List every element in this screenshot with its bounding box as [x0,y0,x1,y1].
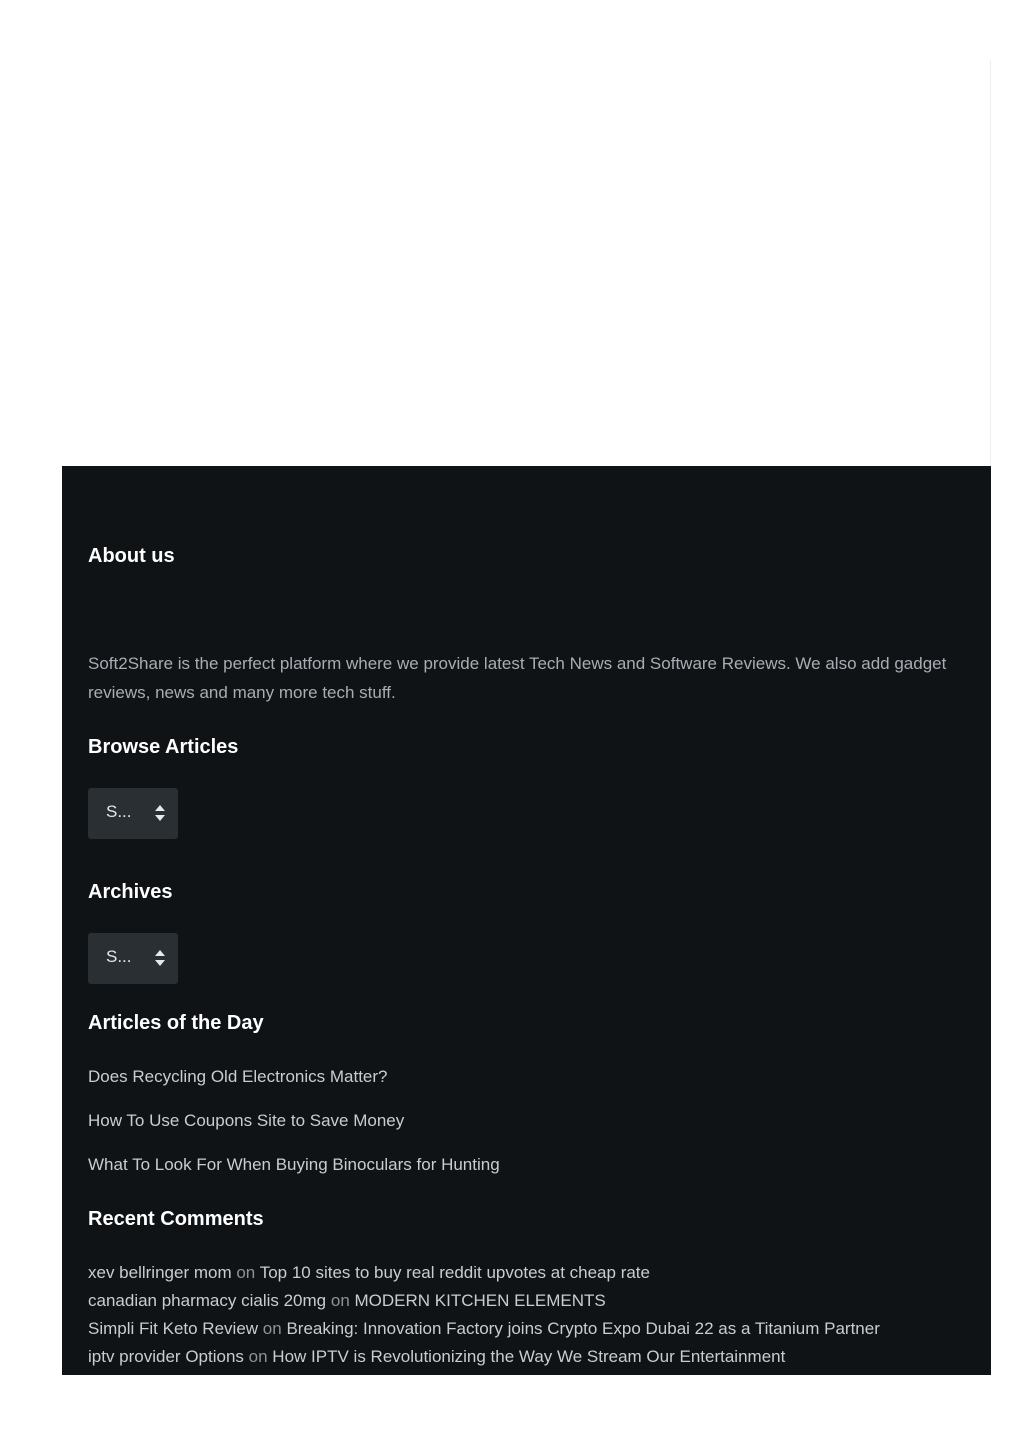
browse-articles-title: Browse Articles [88,736,239,758]
blank-content-area [0,0,1024,466]
divider [990,60,991,466]
comment-post-link[interactable]: Top 10 sites to buy real reddit upvotes at cheap rate [259,1263,650,1282]
comment-author-link[interactable]: canadian pharmacy cialis 20mg [88,1291,327,1310]
comment-on-word: on [330,1291,350,1310]
sort-arrows-icon [154,949,166,967]
recent-comment [88,1291,606,1311]
comment-on-word: on [262,1319,282,1338]
recent-comment [88,1347,785,1367]
about-us-text: Soft2Share is the perfect platform where we provide latest Tech News and Software Reviews. We also add gadget reviews, news and many more tech stuff. [88,654,947,702]
browse-articles-select-value: S... [106,802,132,821]
comment-on-word: on [236,1263,256,1282]
recent-comment [88,1263,650,1283]
archives-select[interactable] [88,933,178,984]
comment-post-link[interactable]: MODERN KITCHEN ELEMENTS [354,1291,606,1310]
article-link[interactable]: Does Recycling Old Electronics Matter? [88,1067,388,1086]
comment-post-link[interactable]: Breaking: Innovation Factory joins Crypto Expo Dubai 22 as a Titanium Partner [286,1319,880,1338]
article-link[interactable]: How To Use Coupons Site to Save Money [88,1111,405,1130]
archives-select-value: S... [106,947,132,966]
recent-comment [88,1319,880,1339]
comment-on-word: on [248,1347,268,1366]
browse-articles-select[interactable] [88,788,178,839]
about-us-title: About us [88,545,175,567]
comment-author-link[interactable]: xev bellringer mom [88,1263,232,1282]
comment-post-link[interactable]: How IPTV is Revolutionizing the Way We Stream Our Entertainment [272,1347,786,1366]
archives-title: Archives [88,881,173,903]
recent-comments-title: Recent Comments [88,1208,264,1230]
comment-author-link[interactable]: iptv provider Options [88,1347,244,1366]
articles-of-the-day-title: Articles of the Day [88,1012,264,1034]
site-footer [62,466,991,1375]
article-link[interactable]: What To Look For When Buying Binoculars for Hunting [88,1155,500,1174]
sort-arrows-icon [154,804,166,822]
comment-author-link[interactable]: Simpli Fit Keto Review [88,1319,259,1338]
